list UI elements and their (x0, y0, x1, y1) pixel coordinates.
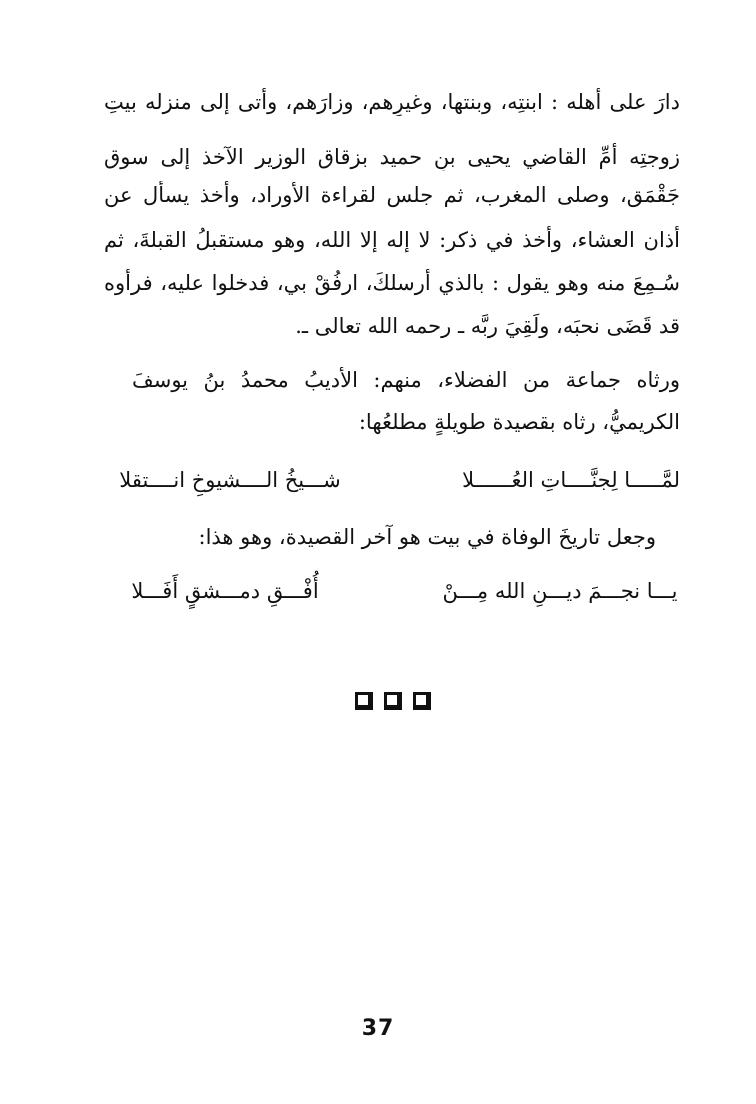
verse1-second-hemistich: شـــيخُ الــــشيوخِ انــــتقلا (119, 468, 341, 492)
separator-square-icon (355, 692, 373, 710)
section-separator (355, 690, 431, 712)
verse1-first-hemistich: لمَّـــــا لِجنَّــــاتِ العُــــــلا (462, 468, 680, 492)
separator-square-icon (384, 692, 402, 710)
separator-square-icon (413, 692, 431, 710)
paragraph1-line-5: سُـمِعَ منه وهو يقول : بالذي أرسلكَ، ارفُقْ بي، فدخلوا عليه، فرأوه (104, 271, 680, 295)
paragraph1-line-3: جَقْمَق، وصلى المغرب، ثم جلس لقراءة الأوراد، وأخذ يسأل عن (104, 183, 680, 207)
paragraph1-line-1: دارَ على أهله : ابنتِه، وبنتها، وغيرِهم، وزارَهم، وأتى إلى منزله بيتِ (104, 90, 680, 114)
paragraph1-line-2: زوجتِه أمِّ القاضي يحيى بنِ حميد بزقاق الوزير الآخذ إلى سوق (104, 145, 680, 169)
verse2-first-hemistich: يـــا نجـــمَ ديـــنِ الله مِـــنْ (442, 579, 678, 603)
paragraph1-line-6: قد قَضَى نحبَه، ولَقِيَ ربَّه ـ رحمه الله تعالى ـ. (295, 314, 680, 338)
paragraph1-line-4: أذان العشاء، وأخذ في ذكر: لا إله إلا الله، وهو مستقبلُ القبلةَ، ثم (104, 228, 680, 252)
verse2-second-hemistich: أُفْـــقِ دمـــشقٍ أَفَـــلا (131, 579, 319, 603)
paragraph2-line-2: الكريميُّ، رثاه بقصيدة طويلةٍ مطلعُها: (358, 410, 680, 434)
paragraph3-line: وجعل تاريخَ الوفاة في بيت هو آخر القصيدة، وهو هذا: (198, 525, 656, 549)
paragraph2-line-1: ورثاه جماعة من الفضلاء، منهم: الأديبُ محمدُ بنُ يوسفَ (132, 368, 680, 392)
page-number: 37 (361, 1016, 395, 1041)
